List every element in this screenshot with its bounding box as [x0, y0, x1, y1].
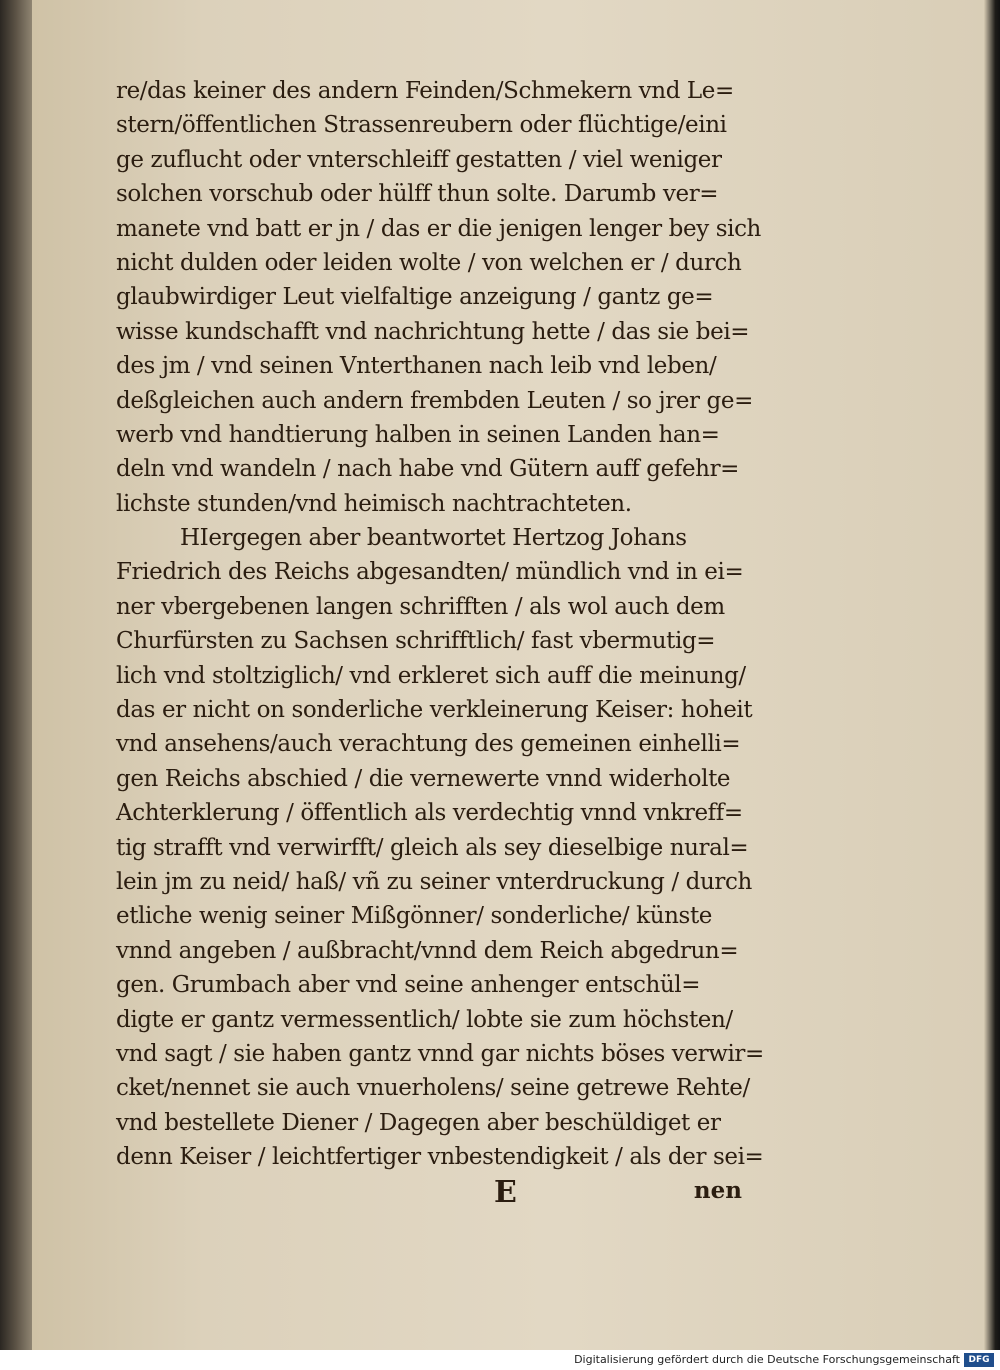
- text-line: Achterklerung / öffentlich als verdechtig vnnd vnkreff=: [116, 800, 743, 827]
- text-line: tig strafft vnd verwirfft/ gleich als sey dieselbige nural=: [116, 834, 749, 861]
- text-line: ner vbergebenen langen schrifften / als wol auch dem: [116, 593, 725, 620]
- text-line: nicht dulden oder leiden wolte / von welchen er / durch: [116, 249, 742, 276]
- text-line: denn Keiser / leichtfertiger vnbestendigkeit / als der sei=: [116, 1144, 764, 1171]
- text-line: digte er gantz vermessentlich/ lobte sie zum höchsten/: [116, 1006, 733, 1033]
- paper-page: [32, 0, 987, 1350]
- text-line: gen. Grumbach aber vnd seine anhenger entschül=: [116, 972, 701, 999]
- text-line: lichste stunden/vnd heimisch nachtrachteten.: [116, 490, 632, 517]
- text-line: Friedrich des Reichs abgesandten/ mündlich vnd in ei=: [116, 559, 744, 586]
- scan-edge-shadow: [984, 0, 1000, 1350]
- page-foot-row: [116, 1175, 756, 1211]
- text-line: vnnd angeben / außbracht/vnnd dem Reich abgedrun=: [116, 937, 739, 964]
- text-line: re/das keiner des andern Feinden/Schmekern vnd Le=: [116, 78, 734, 104]
- text-line: Churfürsten zu Sachsen schrifftlich/ fast vbermutig=: [116, 628, 716, 655]
- text-line: solchen vorschub oder hülff thun solte. Darumb ver=: [116, 181, 719, 208]
- text-line: deln vnd wandeln / nach habe vnd Gütern auff gefehr=: [116, 456, 740, 483]
- text-line: vnd bestellete Diener / Dagegen aber beschüldiget er: [116, 1109, 721, 1136]
- text-line: gen Reichs abschied / die vernewerte vnnd widerholte: [116, 765, 731, 792]
- text-line: deßgleichen auch andern frembden Leuten / so jrer ge=: [116, 387, 753, 414]
- dfg-logo: DFG: [964, 1353, 994, 1367]
- body-text: [116, 74, 764, 1211]
- text-line: lich vnd stoltziglich/ vnd erkleret sich auff die meinung/: [116, 662, 746, 689]
- catchword: nen: [693, 1176, 742, 1204]
- text-line: des jm / vnd seinen Vnterthanen nach leib vnd leben/: [116, 353, 717, 380]
- paragraph-start-line: HIergegen aber beantwortet Hertzog Johans: [180, 525, 687, 552]
- text-line: vnd ansehens/auch verachtung des gemeinen einhelli=: [116, 731, 741, 758]
- text-line: manete vnd batt er jn / das er die jenigen lenger bey sich: [116, 215, 761, 242]
- digitization-credit: Digitalisierung gefördert durch die Deutsche Forschungsgemeinschaft: [574, 1353, 960, 1366]
- text-line: glaubwirdiger Leut vielfaltige anzeigung / gantz ge=: [116, 284, 714, 311]
- text-line: cket/nennet sie auch vnuerholens/ seine getrewe Rehte/: [116, 1075, 750, 1102]
- text-line: wisse kundschafft vnd nachrichtung hette / das sie bei=: [116, 318, 750, 345]
- text-line: ge zuflucht oder vnterschleiff gestatten / viel weniger: [116, 146, 722, 173]
- text-line: etliche wenig seiner Mißgönner/ sonderliche/ künste: [116, 903, 713, 930]
- text-line: lein jm zu neid/ haß/ vñ zu seiner vnterdruckung / durch: [116, 868, 752, 895]
- text-line: das er nicht on sonderliche verkleinerung Keiser: hoheit: [116, 697, 753, 724]
- signature-mark: E: [494, 1174, 517, 1210]
- text-line: werb vnd handtierung halben in seinen Landen han=: [116, 421, 720, 448]
- text-line: stern/öffentlichen Strassenreubern oder flüchtige/eini: [116, 112, 727, 139]
- text-line: vnd sagt / sie haben gantz vnnd gar nichts böses verwir=: [116, 1040, 764, 1067]
